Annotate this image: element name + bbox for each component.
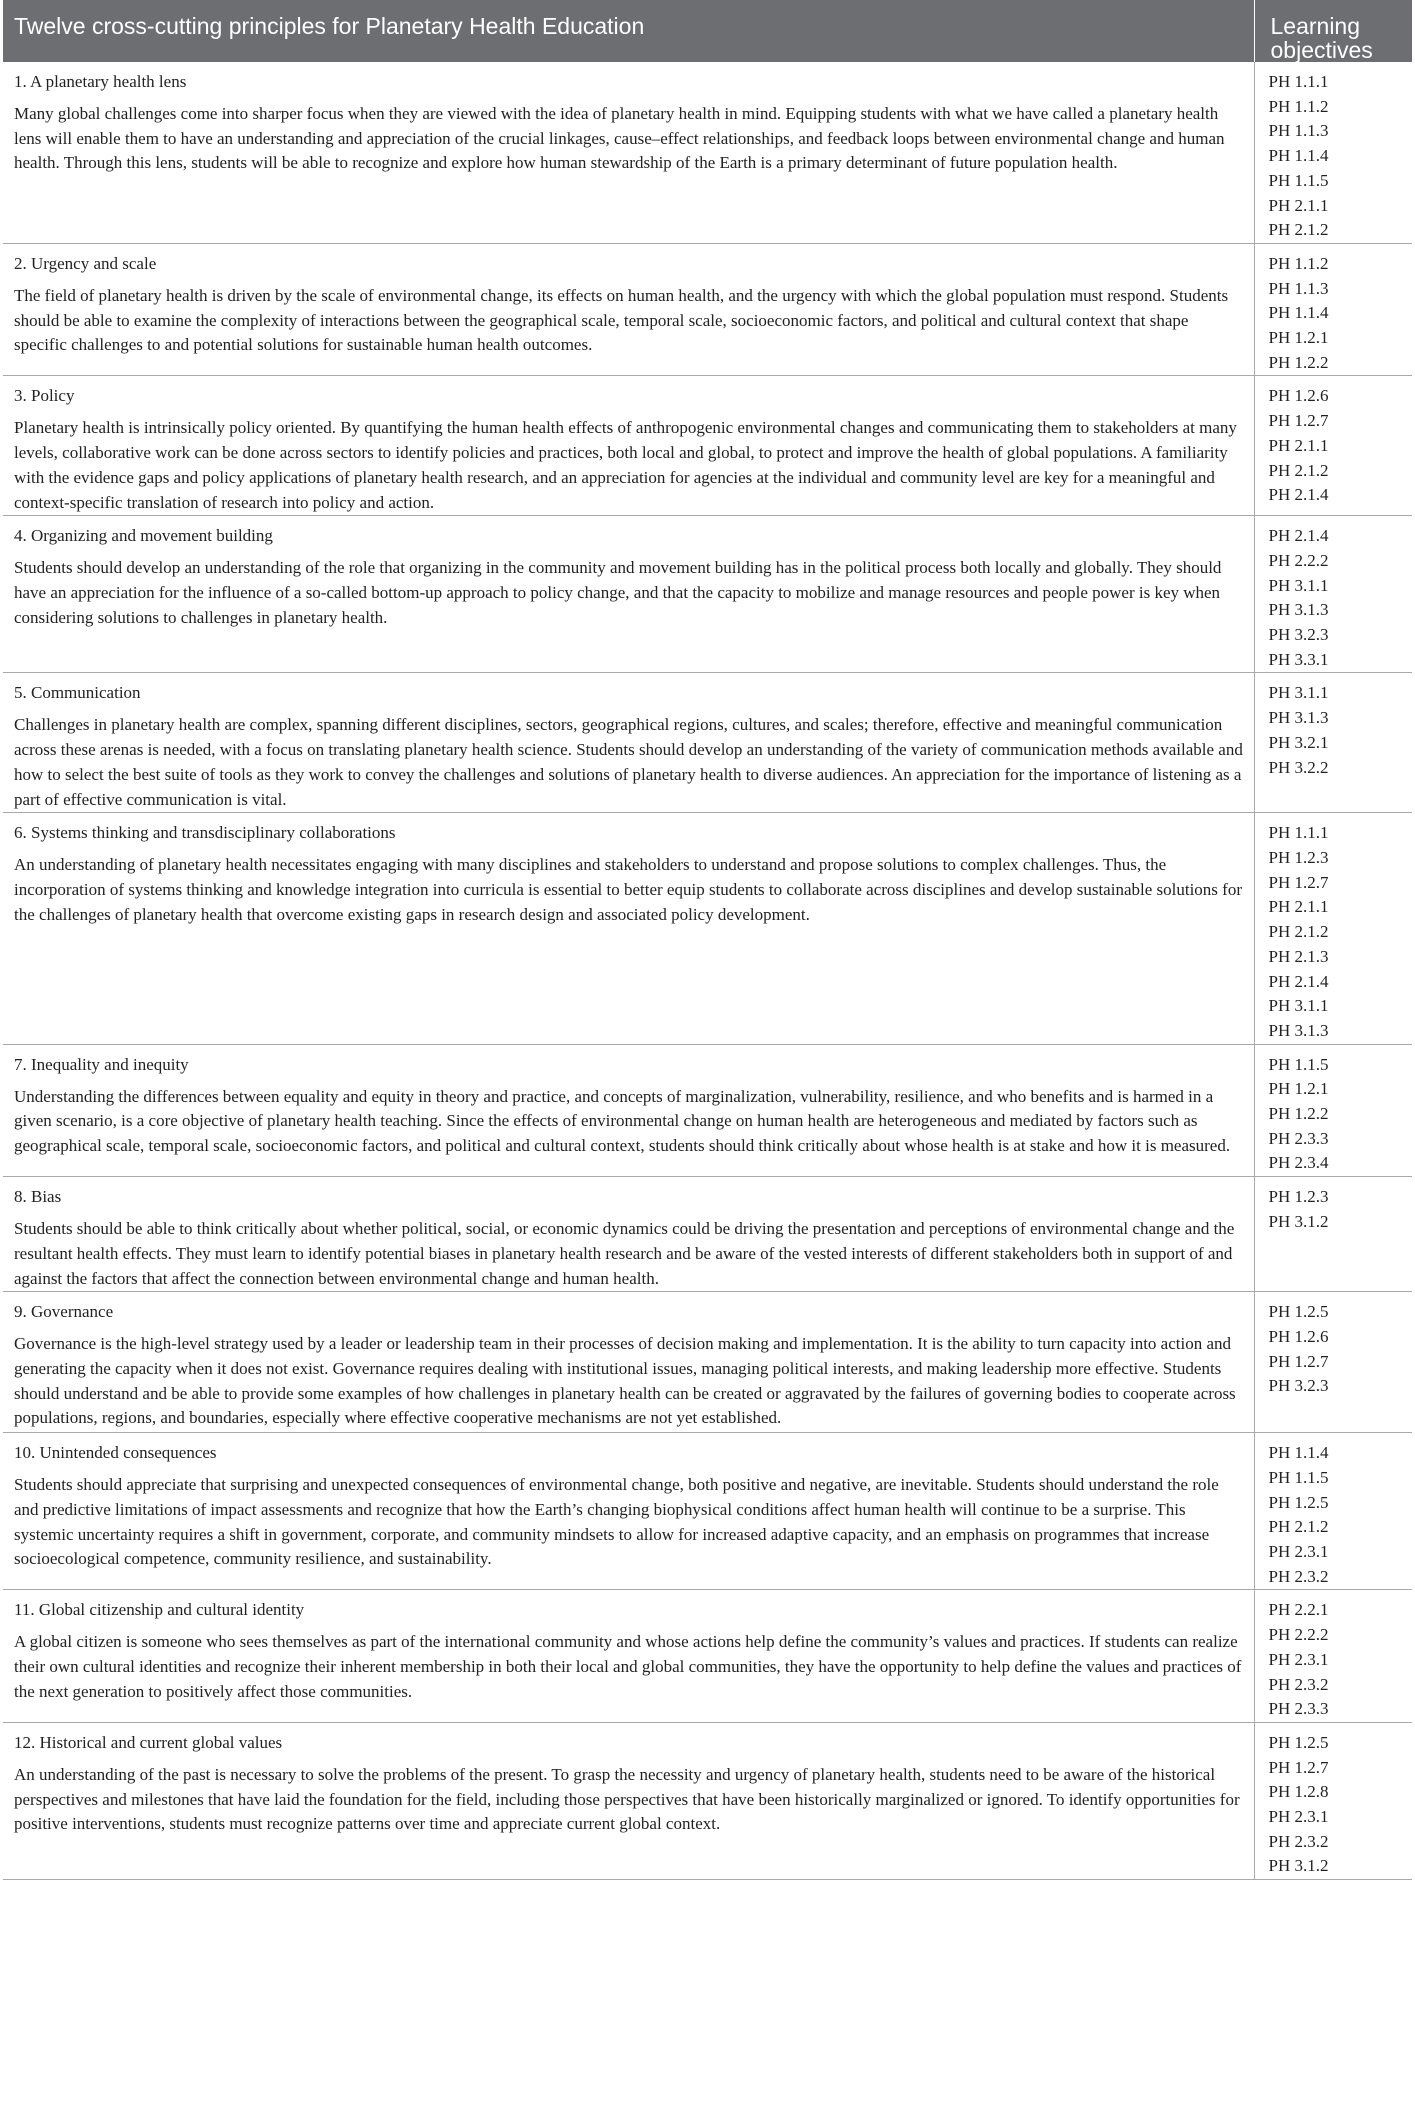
learning-objective: PH 1.1.1 xyxy=(1268,823,1329,843)
principle-description: Governance is the high-level strategy used by a leader or leadership team in their processes of decision making and implementation. It is the ability to turn capacity into action and generating the capacity when it does not exist. Governance requires dealing with institutional issues, managing political interests, and making leadership more effective. Students should understand and be able to provide some examples of how challenges in planetary health can be created or aggravated by the failures of governing bodies to cooperate across populations, regions, and boundaries, especially where effective cooperative mechanisms are not yet established. xyxy=(14,1334,1236,1428)
principle-title: 7. Inequality and inequity xyxy=(14,1054,189,1074)
principle-description: An understanding of the past is necessary to solve the problems of the present. To grasp the necessity and urgency of planetary health, students need to be aware of the historical perspectives and milestones that have laid the foundation for the field, including those perspectives that have been historically marginalized or ignored. To identify opportunities for positive interventions, students must recognize patterns over time and appreciate current global context. xyxy=(14,1764,1240,1834)
learning-objective: PH 2.3.3 xyxy=(1268,1699,1329,1719)
principle-cell xyxy=(3,1292,1254,1433)
objectives-cell xyxy=(1254,1722,1412,1879)
principle-title: 4. Organizing and movement building xyxy=(14,526,273,546)
principle-description: Students should develop an understanding of the role that organizing in the community and movement building has in the political process both locally and globally. They should have an appreciation for the influence of a so-called bottom-up approach to policy change, and that the capacity to mobilize and manage resources and people power is key when considering solutions to challenges in planetary health. xyxy=(14,558,1222,627)
learning-objective: PH 3.1.3 xyxy=(1268,708,1329,728)
learning-objective: PH 1.2.2 xyxy=(1268,352,1329,372)
learning-objective: PH 2.3.1 xyxy=(1268,1649,1329,1669)
learning-objective: PH 1.2.5 xyxy=(1268,1492,1329,1512)
objectives-header-line2: objectives xyxy=(1270,37,1373,63)
learning-objective: PH 3.1.1 xyxy=(1268,575,1329,595)
principle-title: 6. Systems thinking and transdisciplinary collaborations xyxy=(14,823,396,843)
learning-objective: PH 1.1.4 xyxy=(1268,303,1329,323)
learning-objective: PH 2.3.2 xyxy=(1268,1674,1329,1694)
principles-column-header: Twelve cross-cutting principles for Planetary Health Education xyxy=(3,0,1254,62)
principle-title: 12. Historical and current global values xyxy=(14,1732,283,1752)
principle-title: 8. Bias xyxy=(14,1187,62,1207)
learning-objective: PH 3.1.1 xyxy=(1268,683,1329,703)
learning-objective: PH 2.3.3 xyxy=(1268,1128,1329,1148)
learning-objective: PH 2.3.2 xyxy=(1268,1831,1329,1851)
table-row xyxy=(3,376,1412,516)
learning-objective: PH 3.1.3 xyxy=(1268,1020,1329,1040)
principles-table-container xyxy=(3,0,1412,1880)
table-row xyxy=(3,813,1412,1044)
table-row xyxy=(3,1722,1412,1879)
objectives-cell xyxy=(1254,1177,1412,1292)
learning-objective: PH 3.1.1 xyxy=(1268,996,1329,1016)
objectives-cell xyxy=(1254,1292,1412,1433)
learning-objective: PH 3.1.2 xyxy=(1268,1856,1329,1876)
principle-description: Planetary health is intrinsically policy oriented. By quantifying the human health effects of anthropogenic environmental changes and communicating them to stakeholders at many levels, collaborative work can be done across sectors to identify policies and practices, both local and global, to protect and improve the health of global populations. A familiarity with the evidence gaps and policy applications of planetary health research, and an appreciation for agencies at the individual and community level are key for a meaningful and context-specific translation of research into policy and action. xyxy=(14,418,1237,512)
principle-description: Challenges in planetary health are complex, spanning different disciplines, sectors, geographical regions, cultures, and scales; therefore, effective and meaningful communication across these arenas is needed, with a focus on translating planetary health science. Students should develop an understanding of the variety of communication methods available and how to select the best suite of tools as they work to convey the challenges and solutions of planetary health to diverse audiences. An appreciation for the importance of listening as a part of effective communication is vital. xyxy=(14,715,1243,809)
table-row xyxy=(3,673,1412,813)
learning-objective: PH 2.1.1 xyxy=(1268,435,1329,455)
objectives-cell xyxy=(1254,1044,1412,1177)
learning-objective: PH 1.2.1 xyxy=(1268,1079,1329,1099)
learning-objective: PH 3.2.2 xyxy=(1268,757,1329,777)
objectives-cell xyxy=(1254,813,1412,1044)
table-row xyxy=(3,243,1412,376)
table-row xyxy=(3,1590,1412,1723)
principle-description: The field of planetary health is driven by the scale of environmental change, its effects on human health, and the urgency with which the global population must respond. Students should be able to examine the complexity of interactions between the geographical scale, temporal scale, socioeconomic factors, and political and cultural context that shape specific challenges to and potential solutions for sustainable human health outcomes. xyxy=(14,285,1229,355)
learning-objective: PH 3.1.2 xyxy=(1268,1211,1329,1231)
table-row xyxy=(3,1044,1412,1177)
learning-objective: PH 3.2.3 xyxy=(1268,1376,1329,1396)
learning-objective: PH 2.3.2 xyxy=(1268,1566,1329,1586)
principle-description: Many global challenges come into sharper focus when they are viewed with the idea of planetary health in mind. Equipping students with what we have called a planetary health lens will enable them to have an understanding and appreciation of the crucial linkages, cause–effect relationships, and feedback loops between environmental change and human health. Through this lens, students will be able to recognize and explore how human stewardship of the Earth is a primary determinant of future population health. xyxy=(14,104,1225,173)
objectives-cell xyxy=(1254,62,1412,243)
learning-objective: PH 2.1.3 xyxy=(1268,946,1329,966)
learning-objective: PH 2.1.2 xyxy=(1268,1517,1329,1537)
learning-objective: PH 3.3.1 xyxy=(1268,649,1329,669)
principles-table xyxy=(3,0,1412,1880)
principle-description: Students should be able to think critically about whether political, social, or economic dynamics could be driving the presentation and perceptions of environmental change and the resultant health effects. They must learn to identify potential biases in planetary health research and be aware of the vested interests of different stakeholders both in support of and against the factors that affect the connection between environmental change and human health. xyxy=(14,1219,1235,1288)
learning-objective: PH 1.1.2 xyxy=(1268,96,1329,116)
objectives-cell xyxy=(1254,243,1412,376)
objectives-cell xyxy=(1254,376,1412,516)
table-row xyxy=(3,1292,1412,1433)
principle-cell xyxy=(3,243,1254,376)
objectives-cell xyxy=(1254,1433,1412,1590)
principle-description: An understanding of planetary health necessitates engaging with many disciplines and stakeholders to understand and propose solutions to complex challenges. Thus, the incorporation of systems thinking and knowledge integration into curricula is essential to better equip students to collaborate across disciplines and develop sustainable solutions for the challenges of planetary health that overcome existing gaps in research design and associated policy development. xyxy=(14,855,1242,924)
learning-objective: PH 1.1.5 xyxy=(1268,1467,1329,1487)
learning-objective: PH 1.2.3 xyxy=(1268,1187,1329,1207)
principle-description: A global citizen is someone who sees themselves as part of the international community and whose actions help define the community’s values and practices. If students can realize their own cultural identities and recognize their inherent membership in both their local and global communities, they have the opportunity to help define the values and practices of the next generation to positively affect those communities. xyxy=(14,1632,1242,1701)
principle-title: 2. Urgency and scale xyxy=(14,253,157,273)
table-row xyxy=(3,62,1412,243)
table-row xyxy=(3,516,1412,673)
learning-objective: PH 1.2.7 xyxy=(1268,872,1329,892)
learning-objective: PH 2.2.2 xyxy=(1268,1625,1329,1645)
learning-objective: PH 1.1.5 xyxy=(1268,1054,1329,1074)
principle-cell xyxy=(3,1722,1254,1879)
learning-objective: PH 1.1.4 xyxy=(1268,1443,1329,1463)
learning-objective: PH 2.1.2 xyxy=(1268,220,1329,240)
learning-objective: PH 2.3.1 xyxy=(1268,1807,1329,1827)
principle-title: 5. Communication xyxy=(14,683,141,703)
objectives-header-line1: Learning xyxy=(1270,13,1361,39)
learning-objective: PH 2.2.1 xyxy=(1268,1600,1329,1620)
learning-objective: PH 2.3.1 xyxy=(1268,1542,1329,1562)
learning-objective: PH 2.1.4 xyxy=(1268,971,1329,991)
objectives-cell xyxy=(1254,673,1412,813)
table-header-row xyxy=(3,0,1412,62)
learning-objective: PH 3.2.1 xyxy=(1268,732,1329,752)
learning-objective: PH 2.3.4 xyxy=(1268,1153,1329,1173)
learning-objective: PH 3.2.3 xyxy=(1268,625,1329,645)
learning-objective: PH 2.1.4 xyxy=(1268,526,1329,546)
objectives-column-header xyxy=(1254,0,1412,62)
learning-objective: PH 1.2.6 xyxy=(1268,386,1329,406)
learning-objective: PH 1.1.4 xyxy=(1268,146,1329,166)
learning-objective: PH 3.1.3 xyxy=(1268,600,1329,620)
learning-objective: PH 1.2.6 xyxy=(1268,1326,1329,1346)
principle-title: 10. Unintended consequences xyxy=(14,1443,217,1463)
learning-objective: PH 1.1.3 xyxy=(1268,278,1329,298)
principle-title: 11. Global citizenship and cultural identity xyxy=(14,1600,305,1620)
learning-objective: PH 1.2.2 xyxy=(1268,1104,1329,1124)
learning-objective: PH 2.2.2 xyxy=(1268,550,1329,570)
learning-objective: PH 1.2.5 xyxy=(1268,1732,1329,1752)
principle-cell xyxy=(3,62,1254,243)
learning-objective: PH 2.1.1 xyxy=(1268,195,1329,215)
learning-objective: PH 1.2.7 xyxy=(1268,411,1329,431)
principle-cell xyxy=(3,1044,1254,1177)
learning-objective: PH 1.2.8 xyxy=(1268,1782,1329,1802)
learning-objective: PH 1.1.2 xyxy=(1268,253,1329,273)
principle-cell xyxy=(3,1590,1254,1723)
learning-objective: PH 2.1.4 xyxy=(1268,485,1329,505)
learning-objective: PH 2.1.1 xyxy=(1268,897,1329,917)
learning-objective: PH 1.2.7 xyxy=(1268,1757,1329,1777)
learning-objective: PH 2.1.2 xyxy=(1268,922,1329,942)
principle-title: 3. Policy xyxy=(14,386,75,406)
principle-description: Understanding the differences between equality and equity in theory and practice, and concepts of marginalization, vulnerability, resilience, and who benefits and is harmed in a given scenario, is a core objective of planetary health teaching. Since the effects of environmental change on human health are heterogeneous and mediated by factors such as geographical scale, temporal scale, socioeconomic factors, and political and cultural context, students should think critically about whose health is at stake and how it is measured. xyxy=(14,1086,1231,1156)
learning-objective: PH 1.1.3 xyxy=(1268,121,1329,141)
table-body xyxy=(3,62,1412,1880)
learning-objective: PH 2.1.2 xyxy=(1268,460,1329,480)
principle-cell xyxy=(3,1177,1254,1292)
principle-title: 1. A planetary health lens xyxy=(14,72,187,91)
learning-objective: PH 1.2.7 xyxy=(1268,1351,1329,1371)
table-row xyxy=(3,1177,1412,1292)
principle-cell xyxy=(3,673,1254,813)
learning-objective: PH 1.1.1 xyxy=(1268,72,1329,91)
principle-description: Students should appreciate that surprising and unexpected consequences of environmental change, both positive and negative, are inevitable. Students should understand the role and predictive limitations of impact assessments and recognize that how the Earth’s changing biophysical conditions affect human health will continue to be a surprise. This systemic uncertainty requires a shift in government, corporate, and community mindsets to allow for increased adaptive capacity, and an emphasis on programmes that increase socioecological competence, community resilience, and sustainability. xyxy=(14,1475,1219,1569)
objectives-cell xyxy=(1254,1590,1412,1723)
table-row xyxy=(3,1433,1412,1590)
principle-cell xyxy=(3,516,1254,673)
principle-title: 9. Governance xyxy=(14,1302,114,1322)
learning-objective: PH 1.1.5 xyxy=(1268,170,1329,190)
objectives-cell xyxy=(1254,516,1412,673)
principle-cell xyxy=(3,1433,1254,1590)
learning-objective: PH 1.2.3 xyxy=(1268,847,1329,867)
learning-objective: PH 1.2.5 xyxy=(1268,1302,1329,1322)
learning-objective: PH 1.2.1 xyxy=(1268,328,1329,348)
principle-cell xyxy=(3,813,1254,1044)
principle-cell xyxy=(3,376,1254,516)
